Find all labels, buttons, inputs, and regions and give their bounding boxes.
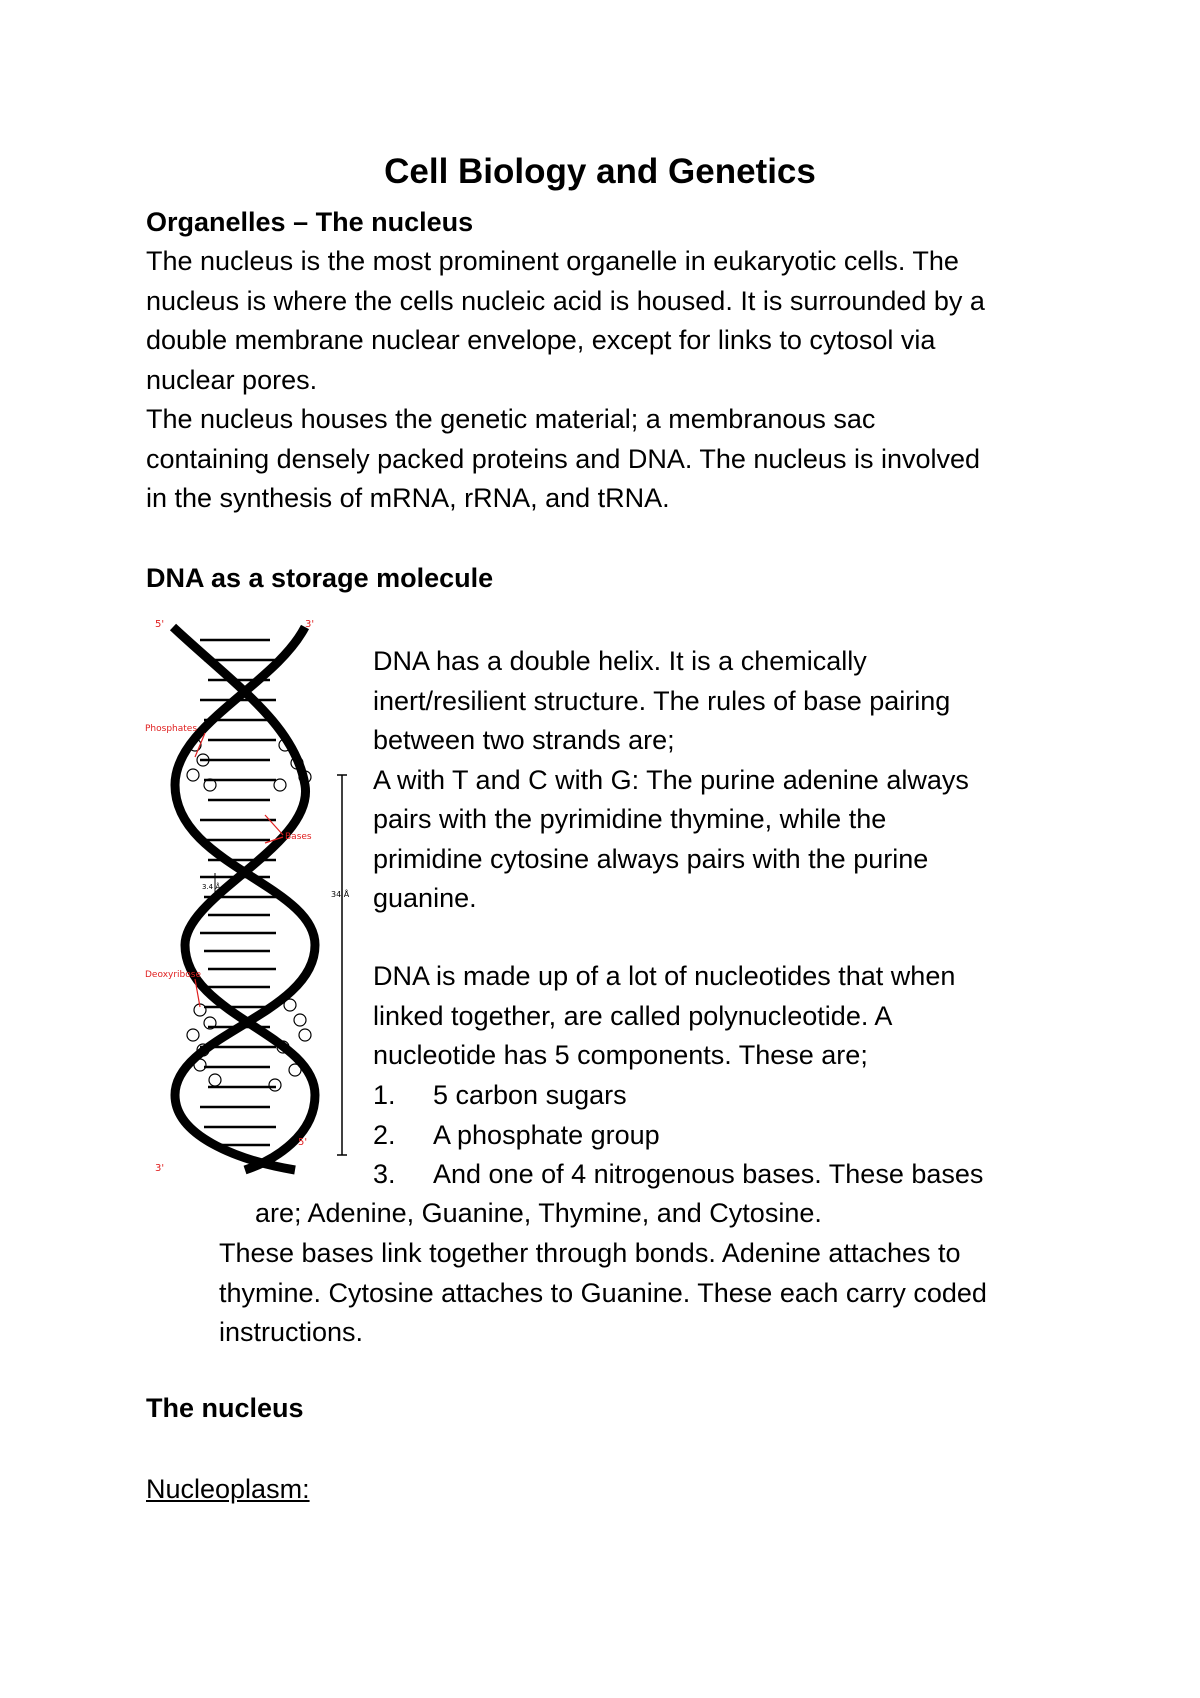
text-line: inert/resilient structure. The rules of base pairing — [373, 685, 951, 716]
bases-paragraph — [219, 1234, 987, 1353]
section-heading-dna: DNA as a storage molecule — [146, 563, 494, 593]
text-line: DNA has a double helix. It is a chemically — [373, 646, 867, 676]
text-line: instructions. — [219, 1317, 364, 1347]
text-line: A with T and C with G: The purine adenine always — [373, 764, 969, 795]
text-line: thymine. Cytosine attaches to Guanine. These each carry coded — [219, 1277, 987, 1308]
dna-double-helix-diagram — [145, 615, 355, 1175]
strand-end-3-bottom-label: 3' — [155, 1163, 165, 1174]
section-heading-the-nucleus: The nucleus — [146, 1393, 304, 1423]
text-line: DNA is made up of a lot of nucleotides that when — [373, 961, 956, 991]
deoxyribose-label: Deoxyribose — [145, 970, 201, 980]
nucleotide-circle — [299, 1029, 311, 1041]
list-item-text: A phosphate group — [433, 1119, 660, 1150]
list-item — [373, 1076, 983, 1116]
text-line: guanine. — [373, 883, 477, 913]
nucleotide-circle — [209, 1074, 221, 1086]
text-line: nucleotide has 5 components. These are; — [373, 1040, 868, 1070]
nucleotide-circle — [187, 1029, 199, 1041]
strand-end-5-top-label: 5' — [155, 619, 165, 630]
dna-helix-paragraph — [373, 642, 969, 919]
nucleus-paragraph-1 — [146, 242, 985, 519]
bases-label: Bases — [285, 832, 312, 842]
text-line: The nucleus is the most prominent organelle in eukaryotic cells. The — [146, 246, 959, 276]
phosphate-label: Phosphates — [145, 724, 198, 734]
list-item — [373, 1116, 983, 1156]
list-item-number: 3. — [373, 1159, 396, 1189]
nucleotide-components-list — [373, 1076, 983, 1195]
list-continuation: are; Adenine, Guanine, Thymine, and Cytosine. — [255, 1198, 822, 1228]
text-line: containing densely packed proteins and DNA. The nucleus is involved — [146, 443, 981, 474]
list-item-text: And one of 4 nitrogenous bases. These bases — [433, 1159, 984, 1189]
pitch-label: 34 Å — [331, 890, 350, 899]
base-distance-label: 3.4 Å — [202, 883, 221, 891]
text-line: These bases link together through bonds. Adenine attaches to — [219, 1238, 961, 1268]
nucleotide-circle — [294, 1014, 306, 1026]
section-heading-organelles: Organelles – The nucleus — [146, 207, 474, 237]
strand-end-5-bottom-label: 5' — [298, 1137, 308, 1148]
text-line: nuclear pores. — [146, 364, 318, 395]
text-line: in the synthesis of mRNA, rRNA, and tRNA. — [146, 483, 670, 513]
nucleotide-circle — [269, 1079, 281, 1091]
nucleotide-paragraph — [373, 957, 955, 1076]
nucleotide-circle — [187, 769, 199, 781]
text-line: between two strands are; — [373, 725, 675, 755]
text-line: The nucleus houses the genetic material; a membranous sac — [146, 404, 876, 434]
text-line: double membrane nuclear envelope, except for links to cytosol via — [146, 325, 936, 355]
nucleotide-circle — [274, 779, 286, 791]
subheading-nucleoplasm: Nucleoplasm: — [146, 1474, 310, 1504]
document-title: Cell Biology and Genetics — [384, 152, 816, 191]
list-item — [373, 1155, 983, 1195]
text-line: linked together, are called polynucleotide. A — [373, 1000, 893, 1031]
text-line: nucleus is where the cells nucleic acid is housed. It is surrounded by a — [146, 285, 985, 316]
list-item-number: 2. — [373, 1119, 396, 1150]
text-line: pairs with the pyrimidine thymine, while the — [373, 804, 887, 834]
list-item-number: 1. — [373, 1080, 396, 1110]
strand-end-3-top-label: 3' — [305, 619, 315, 630]
text-line: primidine cytosine always pairs with the purine — [373, 843, 929, 874]
list-item-text: 5 carbon sugars — [433, 1080, 627, 1110]
